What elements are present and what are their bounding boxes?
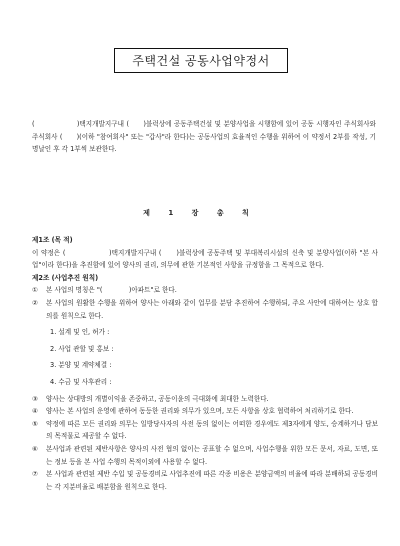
item-text: 약정에 따른 모든 권리와 의무는 일방당사자의 사전 동의 없이는 어떠한 경우에도 제3자에게 양도, 승계하거나 담보의 목적물로 제공할 수 없다. <box>46 419 378 441</box>
item-text: 양사는 본 사업의 운영에 관하여 동등한 권리와 의무가 있으며, 모든 사항을 상호 협력하여 처리하기로 한다. <box>46 407 354 416</box>
chapter-heading: 제 1 장 총 칙 <box>143 209 257 217</box>
item-number: ③ <box>32 394 38 403</box>
sub-item-3: 3. 분양 및 계약체결 : <box>50 361 112 370</box>
preamble-paragraph: ( )택지개발지구내 ( )블럭상에 공동주택건설 및 분양사업을 시행함에 있어 공동 시행자인 주식회사와 주식회사 ( )(이하 "참여회사" 또는 "갑사"라 한다)는 공동사업의 효율적인 수행을 위하여 이 약정서 2부를 작성, 기명날인 후 각 1부씩 보관한다. <box>32 120 376 153</box>
article-2-item-6 <box>32 443 378 468</box>
item-text: 본사업과 관련된 제반사항은 양사의 사전 협의 없이는 공표할 수 없으며, 사업수행을 위한 모든 문서, 자료, 도면, 또는 정보 등을 본 사업 수행의 목적이외에 사용할 수 없다. <box>46 444 378 466</box>
article-1-title: 제1조 (목 적) <box>32 236 73 244</box>
item-number: ⑤ <box>32 419 38 428</box>
article-2-item-2 <box>32 297 378 322</box>
item-text: 본 사업의 원활한 수행을 위하여 양사는 아래와 같이 업무를 분담 추진하여 수행하되, 주요 사안에 대하여는 상호 합의를 원칙으로 한다. <box>46 298 378 320</box>
document-body <box>32 234 378 493</box>
item-number: ⑥ <box>32 444 38 453</box>
sub-item-2: 2. 사업 관할 및 홍보 : <box>50 344 114 353</box>
item-text: 본 사업의 명칭은 "( )아파트"로 한다. <box>46 286 177 295</box>
item-number: ④ <box>32 407 38 416</box>
article-2-item-4 <box>32 405 378 418</box>
item-text: 본 사업과 관련된 제반 수입 및 공동경비로 사업추진에 따른 각종 비용은 분양금액의 비율에 따라 분배하되 공동경비는 각 지분비율로 배분함을 원칙으로 한다. <box>46 470 378 491</box>
article-2-item-5 <box>32 418 378 443</box>
sub-item-1: 1. 설계 및 인, 허가 : <box>50 328 110 337</box>
article-2-item-1 <box>32 284 378 297</box>
article-1-text: 이 약정은 ( )택지개발지구내 ( )블럭상에 공동주택 및 부대복리시설의 신축 및 분양사업(이하 "본 사업"이라 한다)을 추진함에 있어 양사의 권리, 의무에 관한 기본적인 사항을 규정함을 그 목적으로 한다. <box>32 248 378 270</box>
article-2-title: 제2조 (사업추진 원칙) <box>32 273 99 282</box>
article-2-item-7 <box>32 468 378 493</box>
item-number: ① <box>32 286 38 295</box>
item-number: ② <box>32 298 38 307</box>
item-number: ⑦ <box>32 470 38 479</box>
item-text: 양사는 상대방의 개별이익을 존중하고, 공동이윤의 극대화에 최대한 노력한다. <box>46 394 269 403</box>
article-2-item-3 <box>32 393 378 406</box>
document-title: 주택건설 공동사업약정서 <box>114 48 288 73</box>
sub-item-4: 4. 수금 및 사후관리 : <box>50 377 112 386</box>
